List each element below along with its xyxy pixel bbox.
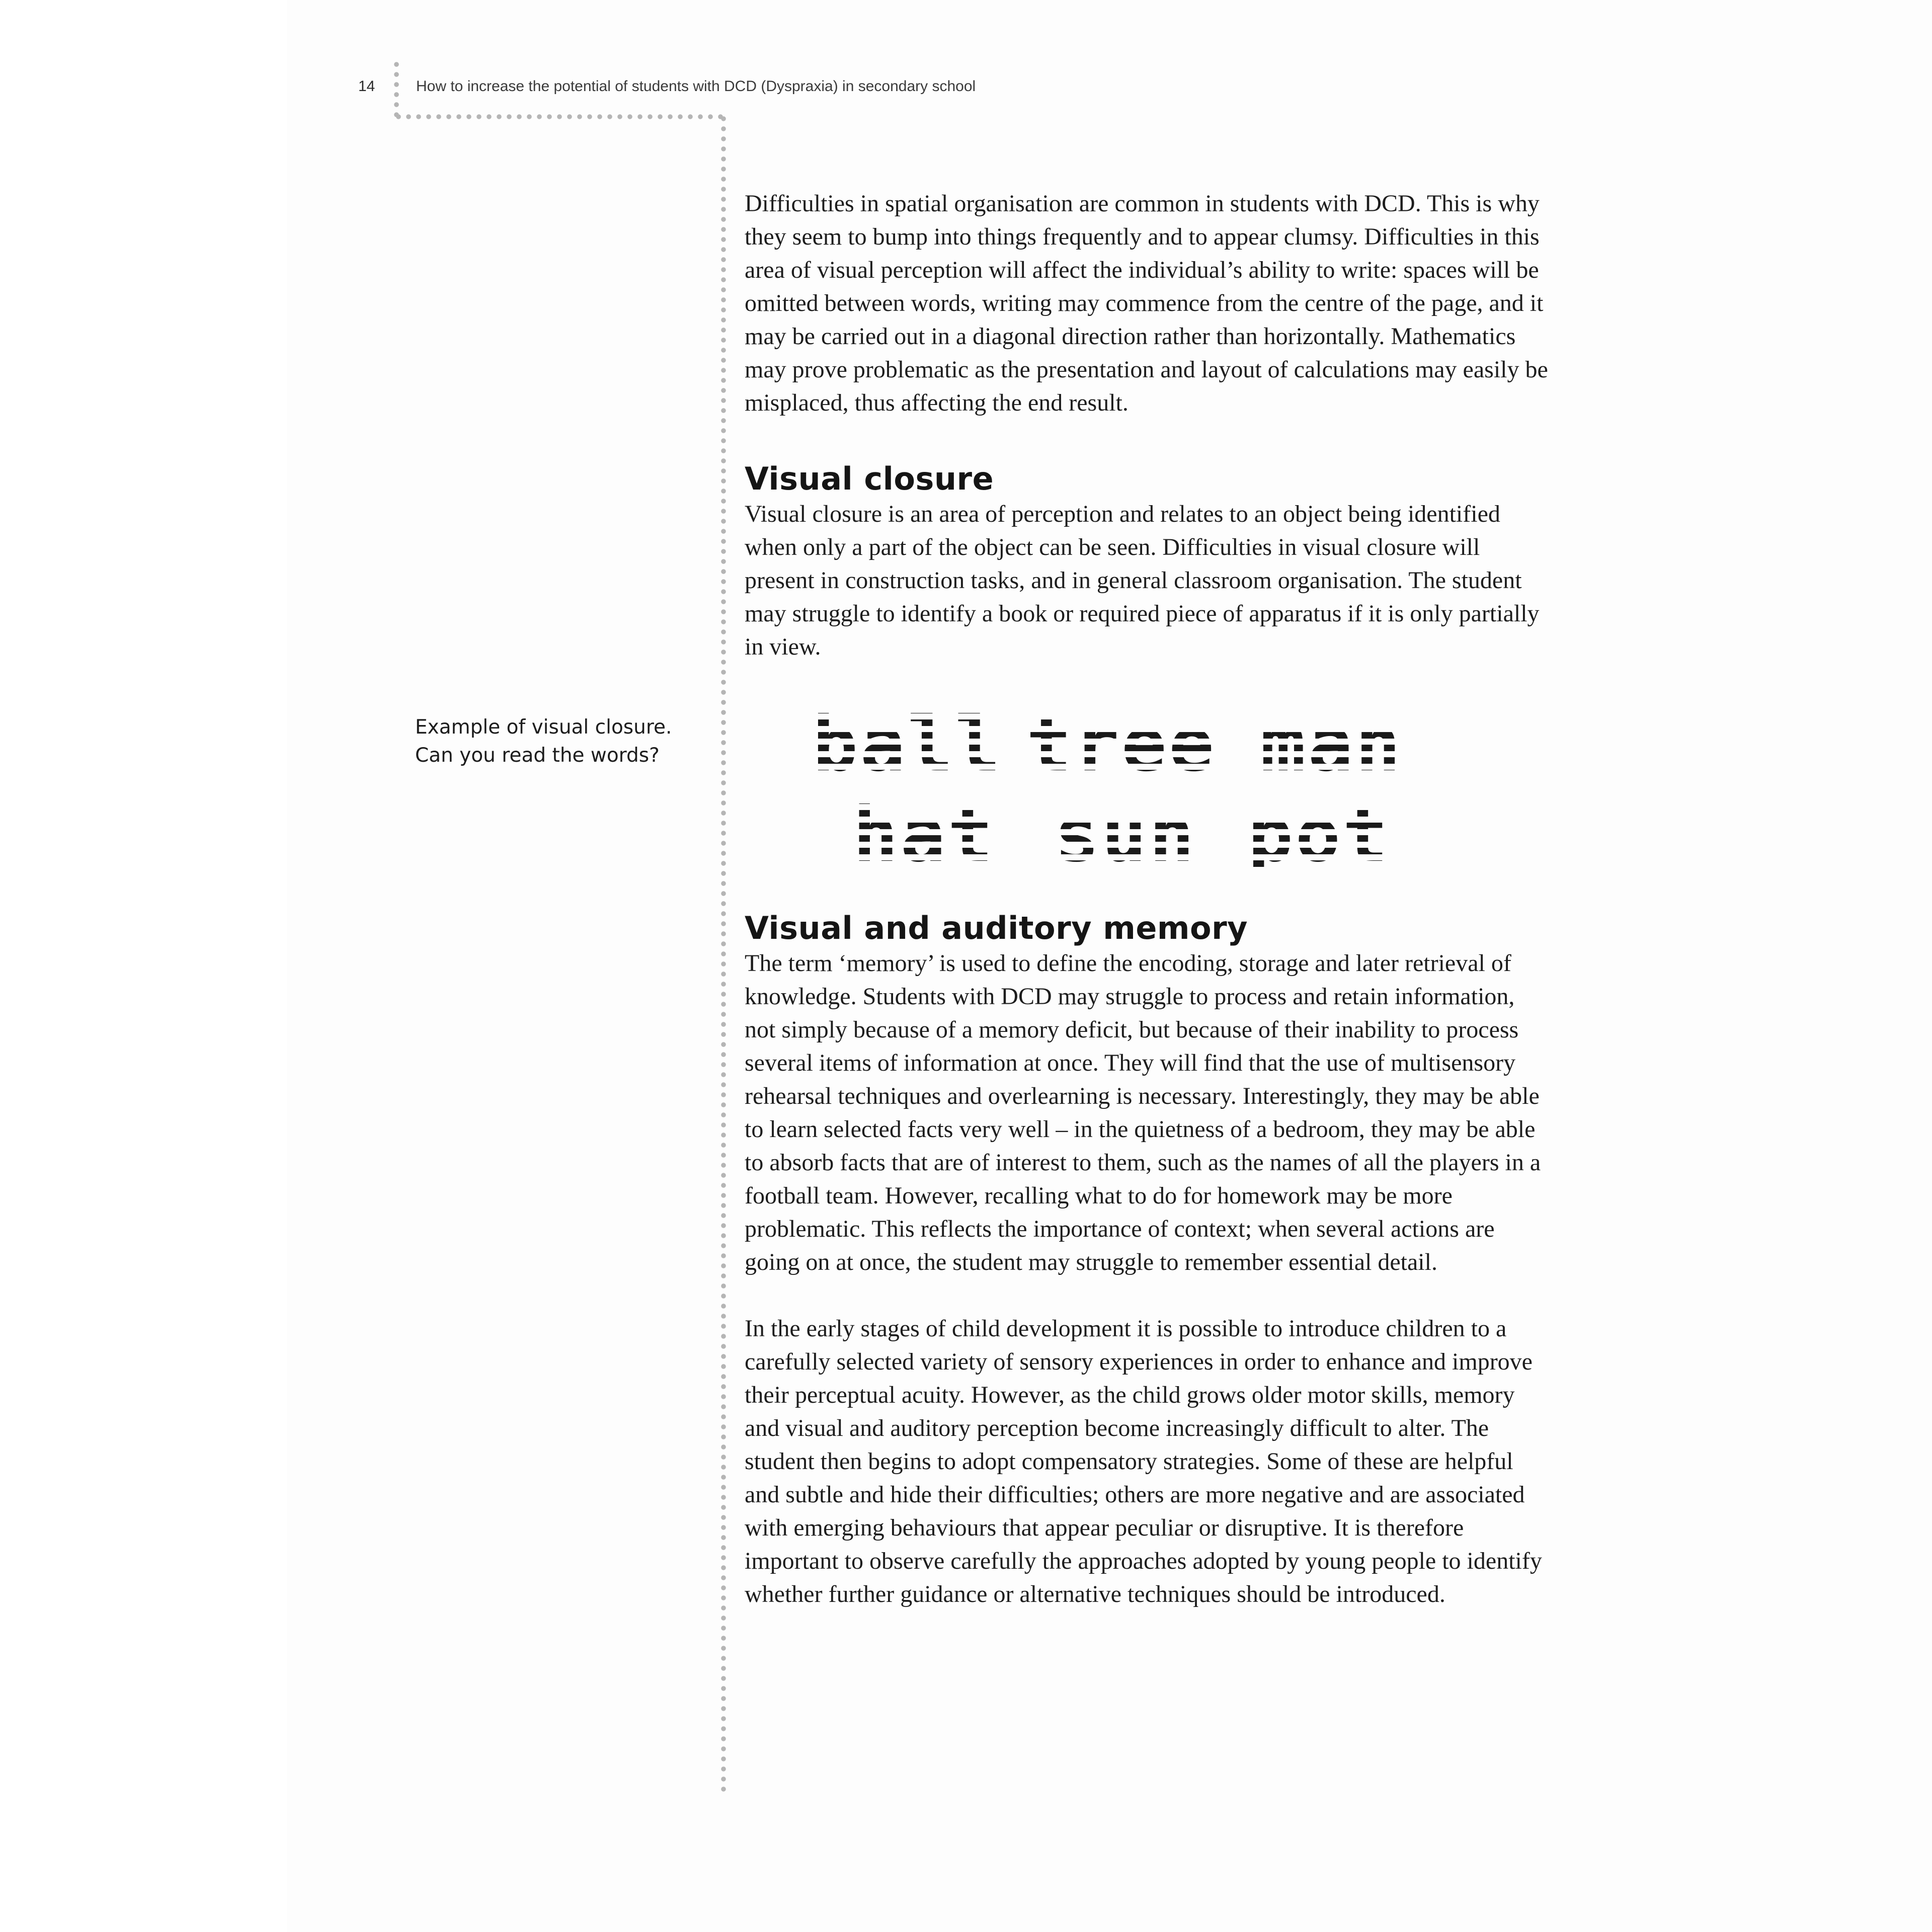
vertical-dotted-rule bbox=[720, 114, 727, 1794]
page-number: 14 bbox=[358, 78, 375, 95]
intro-section bbox=[745, 187, 1550, 420]
figure-caption bbox=[415, 713, 677, 770]
memory-section bbox=[745, 910, 1550, 1611]
horizontal-dotted-rule bbox=[393, 114, 727, 120]
closure-word-sun: sun bbox=[1054, 791, 1196, 879]
memory-paragraph-1: The term ‘memory’ is used to define the encoding, storage and later retrieval of knowledge. Students with DCD may struggle to process and retain information, not simply because of a memory deficit, but because of their inability to process several items of information at once. They will find that the use of multisensory rehearsal techniques and overlearning is necessary. Interestingly, they may be able to learn selected facts very well – in the quietness of a bedroom, they may be able to absorb facts that are of interest to them, such as the names of all the players in a football team. However, recalling what to do for homework may be more problematic. This reflects the importance of context; when several actions are going on at once, the student may struggle to remember essential detail. bbox=[745, 950, 1541, 1275]
memory-heading: Visual and auditory memory bbox=[745, 910, 1248, 946]
header-dotted-rule bbox=[393, 59, 399, 120]
closure-word-ball: ball bbox=[813, 701, 1003, 788]
closure-word-tree: tree bbox=[1026, 701, 1217, 788]
intro-paragraph: Difficulties in spatial organisation are common in students with DCD. This is why they seem to bump into things frequently and to appear clumsy. Difficulties in this area of visual perception will affect the individual’s ability to write: spaces will be omitted between words, writing may commence from the centre of the page, and it may be carried out in a diagonal direction rather than horizontally. Mathematics may prove problematic as the presentation and layout of calculations may easily be misplaced, thus affecting the end result. bbox=[745, 190, 1548, 416]
closure-word-hat: hat bbox=[853, 791, 995, 879]
visual-closure-paragraph: Visual closure is an area of perception and relates to an object being identified when only a part of the object can be seen. Difficulties in visual closure will present in construction tasks, and in general classroom organisation. The student may struggle to identify a book or required piece of apparatus if it is only partially in view. bbox=[745, 501, 1540, 660]
running-head: How to increase the potential of students with DCD (Dyspraxia) in secondary school bbox=[416, 78, 976, 95]
closure-word-man: man bbox=[1260, 701, 1403, 788]
memory-paragraph-2: In the early stages of child development it is possible to introduce children to a carefully selected variety of sensory experiences in order to enhance and improve their perceptual acuity. However, as the child grows older motor skills, memory and visual and auditory perception become increasingly difficult to alter. The student then begins to adopt compensatory strategies. Some of these are helpful and subtle and hide their difficulties; others are more negative and are associated with emerging behaviours that appear peculiar or disruptive. It is therefore important to observe carefully the approaches adopted by young people to identify whether further guidance or alternative techniques should be introduced. bbox=[745, 1315, 1542, 1607]
caption-line-1: Example of visual closure. bbox=[415, 716, 672, 739]
visual-closure-section bbox=[745, 460, 1550, 664]
caption-line-2: Can you read the words? bbox=[415, 744, 660, 767]
closure-word-pot: pot bbox=[1248, 791, 1390, 879]
visual-closure-heading: Visual closure bbox=[745, 460, 994, 497]
